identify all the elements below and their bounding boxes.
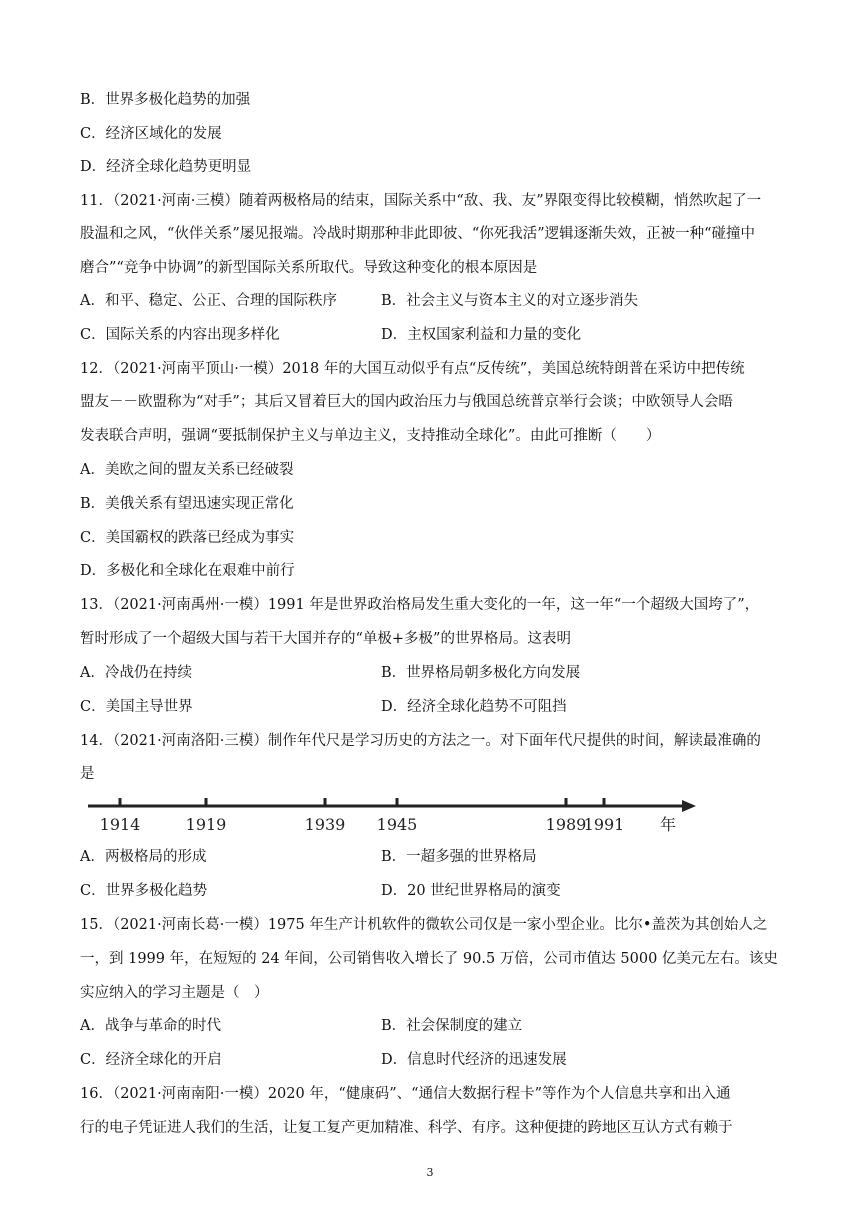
q13-option-a: A．冷战仍在持续 (80, 665, 192, 681)
timeline-year-label: 1945 (376, 815, 418, 834)
q15-option-d: D．信息时代经济的迅速发展 (381, 1052, 567, 1068)
timeline-unit: 年 (660, 815, 677, 834)
q12-option-a: A．美欧之间的盟友关系已经破裂 (80, 462, 294, 478)
q11-stem-line-3: 磨合”“竞争中协调”的新型国际关系所取代。导致这种变化的根本原因是 (80, 260, 538, 276)
q13-option-b: B．世界格局朝多极化方向发展 (381, 665, 581, 681)
q13-option-c: C．美国主导世界 (80, 699, 193, 715)
q14-option-a: A．两极格局的形成 (80, 849, 207, 865)
q15-stem-line-3: 实应纳入的学习主题是（ ） (80, 985, 269, 1001)
q15-option-c: C．经济全球化的开启 (80, 1052, 222, 1068)
timeline-year-label: 1939 (304, 815, 346, 834)
q10-option-d: D．经济全球化趋势更明显 (80, 159, 252, 175)
q13-stem-line-2: 暂时形成了一个超级大国与若干大国并存的“单极+多极”的世界格局。这表明 (80, 631, 571, 647)
timeline-ruler (88, 790, 708, 838)
q12-option-d: D．多极化和全球化在艰难中前行 (80, 563, 295, 579)
q14-stem-line-1: 14．（2021·河南洛阳·三模）制作年代尺是学习历史的方法之一。对下面年代尺提供的时间，解读最准确的 (80, 733, 761, 749)
page-number: 3 (426, 1166, 434, 1179)
timeline-arrow (682, 800, 696, 812)
q14-option-d: D．20 世纪世界格局的演变 (381, 883, 561, 899)
q15-option-b: B．社会保制度的建立 (381, 1018, 523, 1034)
q12-stem-line-1: 12．（2021·河南平顶山·一模）2018 年的大国互动似乎有点“反传统”，美国总统特朗普在采访中把传统 (80, 361, 745, 377)
q11-option-b: B．社会主义与资本主义的对立逐步消失 (381, 293, 639, 309)
q13-stem-line-1: 13．（2021·河南禹州·一模）1991 年是世界政治格局发生重大变化的一年，这一年“一个超级大国垮了”， (80, 597, 760, 613)
timeline-year-label: 1919 (185, 815, 227, 834)
timeline-year-label: 1914 (99, 815, 141, 834)
q12-option-b: B．美俄关系有望迅速实现正常化 (80, 496, 294, 512)
q15-stem-line-2: 一，到 1999 年，在短短的 24 年间，公司销售收入增长了 90.5 万倍，公司市值达 5000 亿美元左右。该史 (80, 951, 778, 967)
q12-stem-line-2: 盟友－－欧盟称为“对手”；其后又冒着巨大的国内政治压力与俄国总统普京举行会谈；中欧领导人会晤 (80, 394, 733, 410)
q11-stem-line-1: 11．（2021·河南·三模）随着两极格局的结束，国际关系中“敌、我、友”界限变得比较模糊，悄然吹起了一 (80, 193, 762, 209)
q10-option-c: C．经济区域化的发展 (80, 126, 222, 142)
timeline-year-label: 1989 (545, 815, 587, 834)
q12-option-c: C．美国霸权的跌落已经成为事实 (80, 530, 295, 546)
q14-option-c: C．世界多极化趋势 (80, 883, 208, 899)
q11-stem-line-2: 股温和之风，“伙伴关系”屡见报端。冷战时期那种非此即彼、“你死我活”逻辑逐渐失效，正被一种“碰撞中 (80, 226, 756, 242)
q14-stem-line-2: 是 (80, 766, 95, 782)
q13-option-d: D．经济全球化趋势不可阻挡 (381, 699, 567, 715)
timeline-year-label: 1991 (583, 815, 625, 834)
q14-option-b: B．一超多强的世界格局 (381, 849, 537, 865)
q15-option-a: A．战争与革命的时代 (80, 1018, 221, 1034)
q15-stem-line-1: 15．（2021·河南长葛·一模）1975 年生产计机软件的微软公司仅是一家小型企业。比尔•盖茨为其创始人之 (80, 917, 768, 933)
q11-option-d: D．主权国家利益和力量的变化 (381, 327, 582, 343)
q11-option-c: C．国际关系的内容出现多样化 (80, 327, 280, 343)
q11-option-a: A．和平、稳定、公正、合理的国际秩序 (80, 293, 337, 309)
q10-option-b: B．世界多极化趋势的加强 (80, 92, 251, 108)
q16-stem-line-1: 16．（2021·河南南阳·一模）2020 年，“健康码”、“通信大数据行程卡”等作为个人信息共享和出入通 (80, 1086, 731, 1102)
q12-stem-line-3: 发表联合声明，强调“要抵制保护主义与单边主义，支持推动全球化”。由此可推断（ ） (80, 428, 661, 444)
q16-stem-line-2: 行的电子凭证进人我们的生活，让复工复产更加精准、科学、有序。这种便捷的跨地区互认方式有赖于 (80, 1120, 733, 1136)
